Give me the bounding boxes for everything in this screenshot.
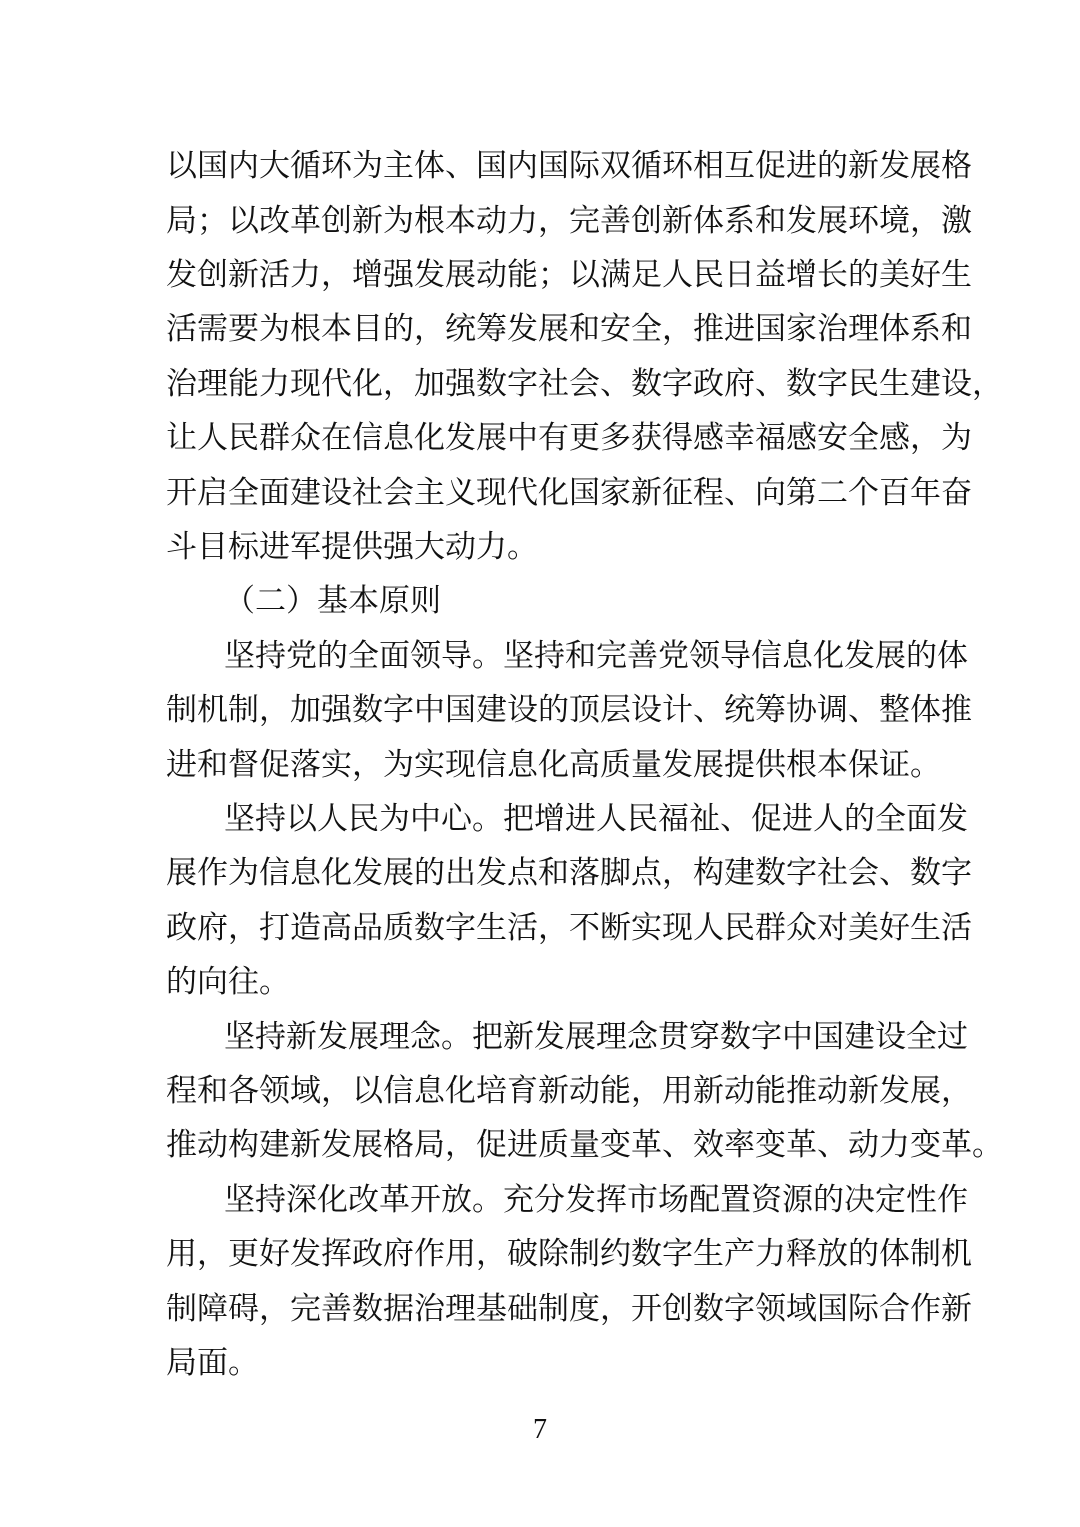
text-line: 让人民群众在信息化发展中有更多获得感幸福感安全感，为 bbox=[166, 420, 972, 456]
text-line: 坚持新发展理念。把新发展理念贯穿数字中国建设全过 bbox=[224, 1019, 968, 1055]
text-line: 制障碍，完善数据治理基础制度，开创数字领域国际合作新 bbox=[166, 1291, 972, 1327]
text-line: 坚持党的全面领导。坚持和完善党领导信息化发展的体 bbox=[224, 638, 968, 674]
text-line: 程和各领域，以信息化培育新动能，用新动能推动新发展， bbox=[166, 1073, 972, 1109]
text-line: 政府，打造高品质数字生活，不断实现人民群众对美好生活 bbox=[166, 910, 972, 946]
text-line: 斗目标进军提供强大动力。 bbox=[166, 529, 538, 565]
text-line: 进和督促落实，为实现信息化高质量发展提供根本保证。 bbox=[166, 747, 941, 783]
text-line: 展作为信息化发展的出发点和落脚点，构建数字社会、数字 bbox=[166, 855, 972, 891]
text-line: 的向往。 bbox=[166, 964, 290, 1000]
text-line: 坚持以人民为中心。把增进人民福祉、促进人的全面发 bbox=[224, 801, 968, 837]
text-line: 局；以改革创新为根本动力，完善创新体系和发展环境，激 bbox=[166, 203, 972, 239]
text-line: 以国内大循环为主体、国内国际双循环相互促进的新发展格 bbox=[166, 148, 972, 184]
text-line: 坚持深化改革开放。充分发挥市场配置资源的决定性作 bbox=[224, 1182, 968, 1218]
text-line: 制机制，加强数字中国建设的顶层设计、统筹协调、整体推 bbox=[166, 692, 972, 728]
text-line: 局面。 bbox=[166, 1345, 259, 1381]
text-line: 开启全面建设社会主义现代化国家新征程、向第二个百年奋 bbox=[166, 475, 972, 511]
text-line: 用，更好发挥政府作用，破除制约数字生产力释放的体制机 bbox=[166, 1236, 972, 1272]
text-line: 发创新活力，增强发展动能；以满足人民日益增长的美好生 bbox=[166, 257, 972, 293]
section-heading: （二）基本原则 bbox=[224, 583, 441, 619]
text-line: 推动构建新发展格局，促进质量变革、效率变革、动力变革。 bbox=[166, 1127, 1003, 1163]
text-line: 治理能力现代化，加强数字社会、数字政府、数字民生建设， bbox=[166, 366, 1003, 402]
page-number: 7 bbox=[533, 1414, 547, 1445]
text-line: 活需要为根本目的，统筹发展和安全，推进国家治理体系和 bbox=[166, 311, 972, 347]
